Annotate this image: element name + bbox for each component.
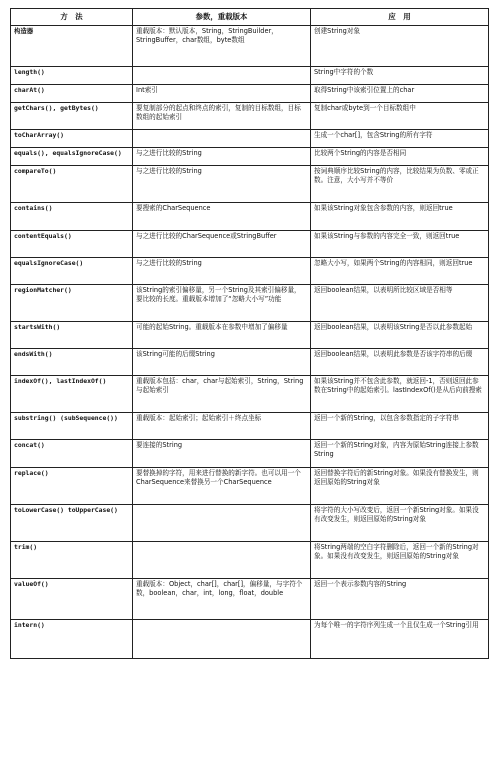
params-cell: 该String的索引偏移量，另一个String及其索引偏移量，要比较的长度。重载版本增加了“忽略大小写”功能 <box>133 285 311 322</box>
params-cell: 重载版本：默认版本，String，StringBuilder，StringBuffer，char数组，byte数组 <box>133 26 311 67</box>
params-cell: 重载版本：起始索引；起始索引＋终点坐标 <box>133 413 311 440</box>
usage-cell: 创建String对象 <box>311 26 489 67</box>
method-cell: compareTo() <box>11 166 133 203</box>
table-row <box>11 468 489 505</box>
table-row <box>11 376 489 413</box>
method-cell: getChars(), getBytes() <box>11 103 133 130</box>
usage-cell: 返回一个表示参数内容的String <box>311 579 489 620</box>
usage-cell: 生成一个char[]，包含String的所有字符 <box>311 130 489 148</box>
table-row <box>11 349 489 376</box>
header-row <box>11 9 489 26</box>
table-row <box>11 85 489 103</box>
table-row <box>11 130 489 148</box>
method-cell: startsWith() <box>11 322 133 349</box>
params-cell: 重载版本包括：char，char与起始索引，String，String与起始索引 <box>133 376 311 413</box>
params-cell: 与之进行比较的CharSequence或StringBuffer <box>133 231 311 258</box>
header-method: 方 法 <box>11 9 133 26</box>
params-cell: 与之进行比较的String <box>133 258 311 285</box>
params-cell <box>133 542 311 579</box>
table-row <box>11 440 489 468</box>
params-cell: 重载版本：Object，char[]，char[]，偏移量，与字符个数，boolean，char，int，long，float，double <box>133 579 311 620</box>
usage-cell: 返回boolean结果，以表明此参数是否该字符串的后缀 <box>311 349 489 376</box>
usage-cell: 将字符的大小写改变后，返回一个新String对象。如果没有改变发生，则返回原始的String对象 <box>311 505 489 542</box>
usage-cell: 将String两端的空白字符删除后，返回一个新的String对象。如果没有改变发生，则返回原始的String对象 <box>311 542 489 579</box>
usage-cell: 返回一个新的String对象，内容为原始String连接上参数String <box>311 440 489 468</box>
params-cell: 要替换掉的字符，用来进行替换的新字符。也可以用一个CharSequence来替换另一个CharSequence <box>133 468 311 505</box>
params-cell <box>133 505 311 542</box>
table-row <box>11 258 489 285</box>
usage-cell: 按词典顺序比较String的内容，比较结果为负数、零或正数。注意，大小写并不等价 <box>311 166 489 203</box>
method-cell: indexOf(), lastIndexOf() <box>11 376 133 413</box>
table-row <box>11 26 489 67</box>
params-cell <box>133 130 311 148</box>
usage-cell: 比较两个String的内容是否相同 <box>311 148 489 166</box>
method-cell: contains() <box>11 203 133 231</box>
usage-cell: 如果该String与参数的内容完全一致，则返回true <box>311 231 489 258</box>
table-row <box>11 322 489 349</box>
table-row <box>11 103 489 130</box>
usage-cell: 复制char或byte到一个目标数组中 <box>311 103 489 130</box>
table-row <box>11 579 489 620</box>
params-cell: 与之进行比较的String <box>133 148 311 166</box>
method-cell: endsWith() <box>11 349 133 376</box>
table-row <box>11 203 489 231</box>
table-row <box>11 166 489 203</box>
params-cell: 与之进行比较的String <box>133 166 311 203</box>
method-cell: equalsIgnoreCase() <box>11 258 133 285</box>
usage-cell: 为每个唯一的字符序列生成一个且仅生成一个String引用 <box>311 620 489 659</box>
method-cell: contentEquals() <box>11 231 133 258</box>
method-cell: 构造器 <box>11 26 133 67</box>
table-row <box>11 413 489 440</box>
header-usage: 应 用 <box>311 9 489 26</box>
table-row <box>11 620 489 659</box>
usage-cell: 返回boolean结果，以表明所比较区域是否相等 <box>311 285 489 322</box>
usage-cell: 取得String中该索引位置上的char <box>311 85 489 103</box>
usage-cell: String中字符的个数 <box>311 67 489 85</box>
method-cell: substring() (subSequence()) <box>11 413 133 440</box>
usage-cell: 如果该String并不包含此参数，就返回-1，否则返回此参数在String中的起始索引。lastIndexOf()是从后向前搜索 <box>311 376 489 413</box>
method-cell: regionMatcher() <box>11 285 133 322</box>
usage-cell: 如果该String对象包含参数的内容，则返回true <box>311 203 489 231</box>
params-cell: 要连接的String <box>133 440 311 468</box>
usage-cell: 忽略大小写，如果两个String的内容相同，则返回true <box>311 258 489 285</box>
table-row <box>11 67 489 85</box>
usage-cell: 返回boolean结果，以表明该String是否以此参数起始 <box>311 322 489 349</box>
method-cell: length() <box>11 67 133 85</box>
table-row <box>11 505 489 542</box>
usage-cell: 返回替换字符后的新String对象。如果没有替换发生，则返回原始的String对象 <box>311 468 489 505</box>
method-cell: concat() <box>11 440 133 468</box>
params-cell <box>133 67 311 85</box>
method-cell: intern() <box>11 620 133 659</box>
params-cell <box>133 620 311 659</box>
string-methods-table <box>10 8 489 659</box>
params-cell: 要复制部分的起点和终点的索引，复制的目标数组，目标数组的起始索引 <box>133 103 311 130</box>
table-body <box>11 26 489 659</box>
method-cell: trim() <box>11 542 133 579</box>
method-cell: toCharArray() <box>11 130 133 148</box>
header-params: 参数，重载版本 <box>133 9 311 26</box>
method-cell: replace() <box>11 468 133 505</box>
params-cell: 可能的起始String。重载版本在参数中增加了偏移量 <box>133 322 311 349</box>
method-cell: charAt() <box>11 85 133 103</box>
table-row <box>11 542 489 579</box>
table-row <box>11 231 489 258</box>
method-cell: toLowerCase() toUpperCase() <box>11 505 133 542</box>
method-cell: valueOf() <box>11 579 133 620</box>
usage-cell: 返回一个新的String，以包含参数指定的子字符串 <box>311 413 489 440</box>
params-cell: Int索引 <box>133 85 311 103</box>
string-methods-sheet <box>10 8 488 659</box>
params-cell: 要搜索的CharSequence <box>133 203 311 231</box>
table-row <box>11 148 489 166</box>
params-cell: 该String可能的后缀String <box>133 349 311 376</box>
method-cell: equals(), equalsIgnoreCase() <box>11 148 133 166</box>
table-row <box>11 285 489 322</box>
